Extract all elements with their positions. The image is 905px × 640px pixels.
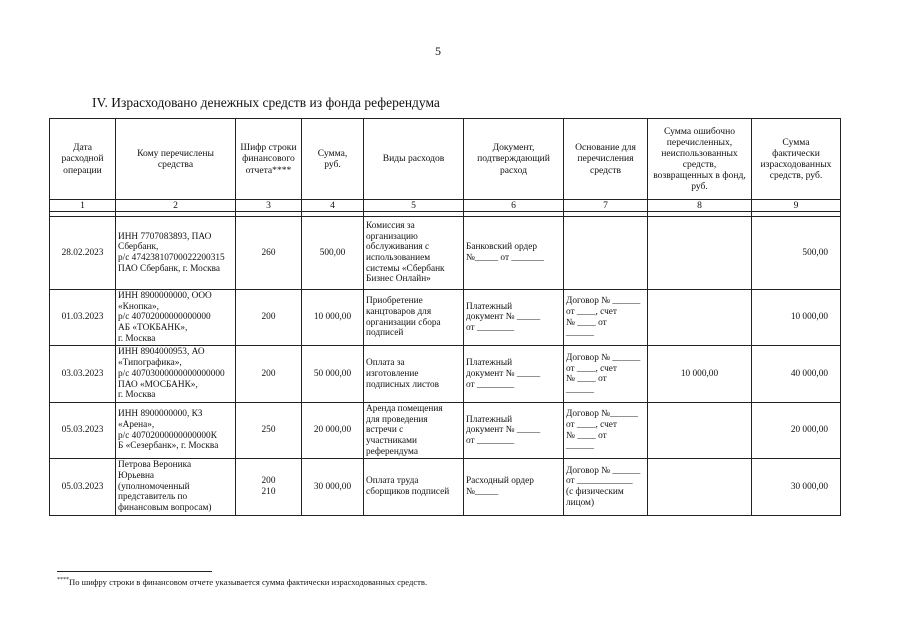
footnote-marker: ****: [57, 577, 69, 584]
cell-expense-type: Оплата труда сборщиков подписей: [364, 459, 464, 515]
cell-basis: Договор № ______ от ____, счет № ____ от ______: [564, 290, 648, 346]
cell-basis: Договор № ______ от ____, счет № ____ от ______: [564, 346, 648, 402]
col-header-code: Шифр строки финансового отчета****: [236, 119, 302, 200]
cell-recipient: ИНН 8900000000, КЗ «Арена», р/с 40702000000000000К Б «Сезербанк», г. Москва: [116, 402, 236, 458]
col-header-actual: Сумма фактически израсходованных средств, руб.: [752, 119, 841, 200]
cell-refund: [648, 459, 752, 515]
cell-expense-type: Аренда помещения для проведения встречи с участниками референдума: [364, 402, 464, 458]
cell-refund: [648, 217, 752, 290]
col-header-expense-type: Виды расходов: [364, 119, 464, 200]
cell-recipient: ИНН 8900000000, ООО «Кнопка», р/с 40702000000000000 АБ «ТОКБАНК», г. Москва: [116, 290, 236, 346]
cell-refund: [648, 290, 752, 346]
column-number: 4: [302, 200, 364, 212]
cell-basis: [564, 217, 648, 290]
cell-document: Платежный документ № _____ от ________: [464, 346, 564, 402]
column-number: 5: [364, 200, 464, 212]
cell-actual: 30 000,00: [752, 459, 841, 515]
cell-code: 250: [236, 402, 302, 458]
cell-amount: 30 000,00: [302, 459, 364, 515]
table-row: [50, 217, 841, 290]
cell-code: 200: [236, 346, 302, 402]
cell-amount: 50 000,00: [302, 346, 364, 402]
cell-expense-type: Оплата за изготовление подписных листов: [364, 346, 464, 402]
cell-basis: Договор №______ от ____, счет № ____ от ______: [564, 402, 648, 458]
cell-date: 28.02.2023: [50, 217, 116, 290]
table-row: [50, 459, 841, 515]
cell-recipient: ИНН 8904000953, АО «Типографика», р/с 40703000000000000000 ПАО «МОСБАНК», г. Москва: [116, 346, 236, 402]
column-number: 7: [564, 200, 648, 212]
cell-actual: 20 000,00: [752, 402, 841, 458]
cell-actual: 10 000,00: [752, 290, 841, 346]
cell-amount: 500,00: [302, 217, 364, 290]
cell-code: 200: [236, 290, 302, 346]
col-header-basis: Основание для перечисления средств: [564, 119, 648, 200]
cell-basis: Договор № ______ от ____________ (с физическим лицом): [564, 459, 648, 515]
cell-expense-type: Комиссия за организацию обслуживания с использованием системы «Сбербанк Бизнес Онлайн»: [364, 217, 464, 290]
column-number: 2: [116, 200, 236, 212]
col-header-amount: Сумма, руб.: [302, 119, 364, 200]
cell-amount: 10 000,00: [302, 290, 364, 346]
column-number: 1: [50, 200, 116, 212]
col-header-date: Дата расходной операции: [50, 119, 116, 200]
footnote: [57, 577, 427, 587]
cell-document: Платежный документ № _____ от ________: [464, 402, 564, 458]
column-number: 8: [648, 200, 752, 212]
section-title: IV. Израсходовано денежных средств из фонда референдума: [92, 95, 440, 110]
cell-date: 01.03.2023: [50, 290, 116, 346]
column-number: 9: [752, 200, 841, 212]
cell-amount: 20 000,00: [302, 402, 364, 458]
page-number: 5: [435, 44, 441, 58]
cell-refund: [648, 402, 752, 458]
cell-code: 260: [236, 217, 302, 290]
cell-document: Банковский ордер №_____ от _______: [464, 217, 564, 290]
cell-actual: 40 000,00: [752, 346, 841, 402]
cell-code: 200 210: [236, 459, 302, 515]
footnote-divider: [57, 571, 212, 572]
cell-document: Расходный ордер №_____: [464, 459, 564, 515]
cell-recipient: Петрова Вероника Юрьевна (уполномоченный представитель по финансовым вопросам): [116, 459, 236, 515]
col-header-refund: Сумма ошибочно перечисленных, неиспользованных средств, возвращенных в фонд, руб.: [648, 119, 752, 200]
cell-document: Платежный документ № _____ от ________: [464, 290, 564, 346]
column-number: 6: [464, 200, 564, 212]
col-header-recipient: Кому перечислены средства: [116, 119, 236, 200]
cell-date: 03.03.2023: [50, 346, 116, 402]
table-header-row: [50, 119, 841, 200]
column-number: 3: [236, 200, 302, 212]
cell-expense-type: Приобретение канцтоваров для организации сбора подписей: [364, 290, 464, 346]
cell-recipient: ИНН 7707083893, ПАО Сбербанк, р/с 47423810700022200315 ПАО Сбербанк, г. Москва: [116, 217, 236, 290]
cell-actual: 500,00: [752, 217, 841, 290]
footnote-text: По шифру строки в финансовом отчете указывается сумма фактически израсходованных средств.: [69, 577, 428, 587]
cell-date: 05.03.2023: [50, 459, 116, 515]
table-row: [50, 346, 841, 402]
expense-table: [49, 118, 841, 516]
cell-date: 05.03.2023: [50, 402, 116, 458]
table-row: [50, 402, 841, 458]
cell-refund: 10 000,00: [648, 346, 752, 402]
column-number-row: [50, 200, 841, 212]
table-row: [50, 290, 841, 346]
col-header-document: Документ, подтверждающий расход: [464, 119, 564, 200]
